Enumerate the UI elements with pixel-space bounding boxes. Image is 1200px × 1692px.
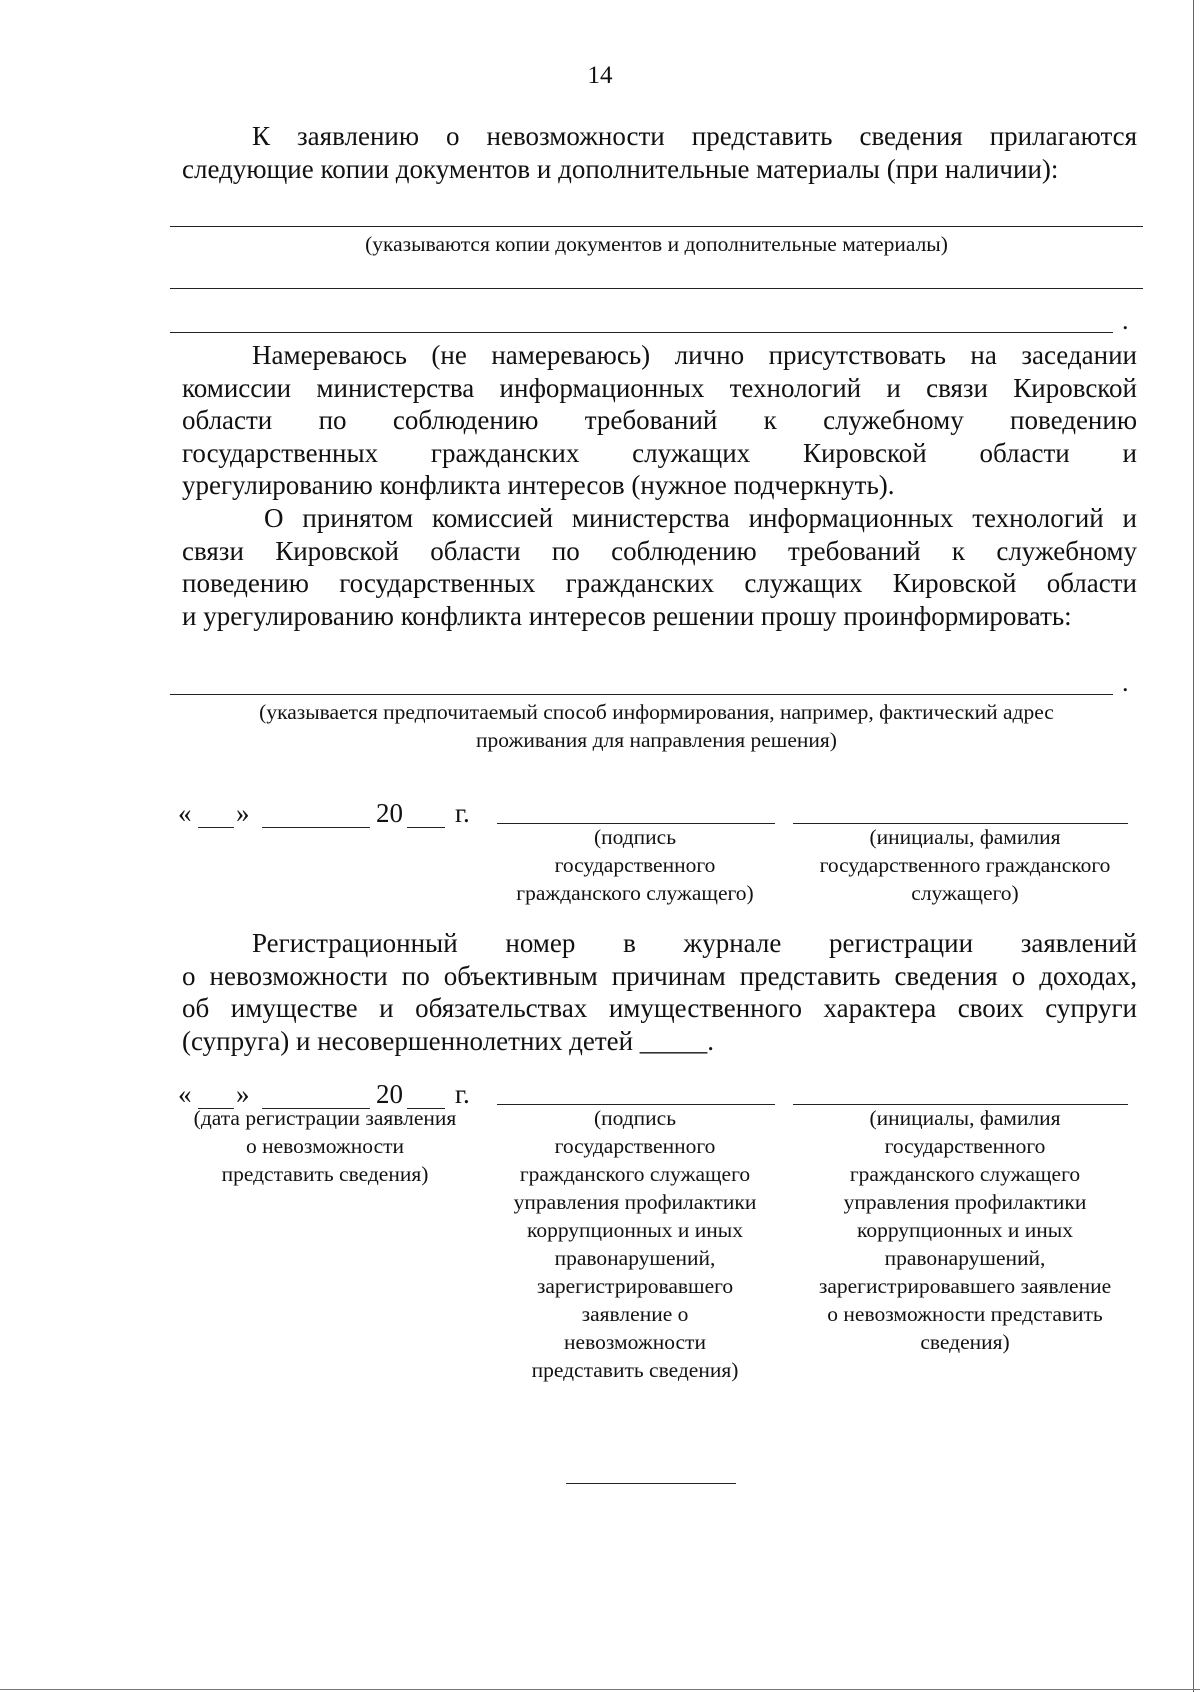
year-prefix: 20 xyxy=(376,798,403,828)
close-quote: » xyxy=(236,798,250,828)
inform-paragraph xyxy=(182,502,1137,632)
scan-right-edge xyxy=(1193,0,1194,1692)
name-caption-1: (инициалы, фамилия государственного гражданского служащего) xyxy=(819,825,1111,905)
signature-caption-1: (подпись государственного гражданского служащего) xyxy=(516,825,754,905)
attachments-blank-line-2[interactable] xyxy=(170,288,1143,289)
intend-line-4: государственных гражданских служащих Кировской области и xyxy=(182,437,1137,468)
intend-paragraph xyxy=(182,339,1137,502)
year-prefix-2: 20 xyxy=(376,1079,403,1109)
inform-blank-line[interactable] xyxy=(170,694,1113,695)
intend-line-2: комиссии министерства информационных технологий и связи Кировской xyxy=(182,372,1137,403)
intend-line-3: области по соблюдению требований к служебному поведению xyxy=(182,405,1137,435)
open-quote-2: « xyxy=(178,1079,192,1109)
intro-line-1: К заявлению о невозможности представить сведения прилагаются xyxy=(252,121,1137,151)
month-blank[interactable] xyxy=(262,827,370,828)
registration-paragraph xyxy=(182,927,1137,1057)
day-blank[interactable] xyxy=(198,827,234,828)
period-mark-2: . xyxy=(1122,668,1129,697)
inform-line-1: О принятом комиссией министерства информационных технологий и xyxy=(264,503,1137,533)
name-caption-2: (инициалы, фамилия государственного гражданского служащего управления профилактики коррупционных и иных правонарушений, зарегистрировавшего заявление о невозможности представить сведения) xyxy=(818,1106,1112,1354)
page-number: 14 xyxy=(587,62,613,89)
end-separator xyxy=(566,1483,736,1484)
attachments-blank-line-1[interactable] xyxy=(170,226,1143,227)
scan-bottom-edge xyxy=(0,1689,1200,1690)
year-suffix: г. xyxy=(455,798,470,828)
inform-line-3: поведению государственных гражданских служащих Кировской области xyxy=(182,568,1137,598)
signature-caption-2: (подпись государственного гражданского служащего управления профилактики коррупционных и иных правонарушений, зарегистрировавшего заявление о невозможности представить сведения) xyxy=(513,1106,757,1382)
intro-line-2: следующие копии документов и дополнительные материалы (при наличии): xyxy=(182,153,1059,184)
attachments-caption: (указываются копии документов и дополнительные материалы) xyxy=(365,232,948,256)
intend-line-1: Намереваюсь (не намереваюсь) лично присутствовать на заседании xyxy=(252,340,1137,370)
registration-line-3: об имуществе и обязательствах имущественного характера своих супруги xyxy=(182,993,1137,1023)
registration-date-caption: (дата регистрации заявления о невозможности представить сведения) xyxy=(193,1106,457,1186)
registration-line-2: о невозможности по объективным причинам представить сведения о доходах, xyxy=(182,960,1137,991)
inform-caption-line-1: (указывается предпочитаемый способ информирования, например, фактический адрес xyxy=(259,700,1054,724)
year-suffix-2: г. xyxy=(455,1079,470,1109)
period-mark: . xyxy=(1122,306,1129,335)
inform-line-4: и урегулированию конфликта интересов решении прошу проинформировать: xyxy=(182,600,1072,631)
open-quote: « xyxy=(178,798,192,828)
intro-paragraph xyxy=(182,120,1137,185)
registration-line-1: Регистрационный номер в журнале регистрации заявлений xyxy=(252,928,1137,958)
attachments-blank-line-3[interactable] xyxy=(170,332,1113,333)
registration-line-4: (супруга) и несовершеннолетних детей _____. xyxy=(182,1025,715,1056)
intend-line-5: урегулированию конфликта интересов (нужное подчеркнуть). xyxy=(182,470,895,500)
inform-caption-line-2: проживания для направления решения) xyxy=(476,728,837,752)
inform-caption xyxy=(170,698,1143,754)
date-row-1 xyxy=(178,797,498,833)
inform-line-2: связи Кировской области по соблюдению требований к служебному xyxy=(182,535,1137,566)
close-quote-2: » xyxy=(236,1079,250,1109)
year-blank[interactable] xyxy=(407,827,445,828)
